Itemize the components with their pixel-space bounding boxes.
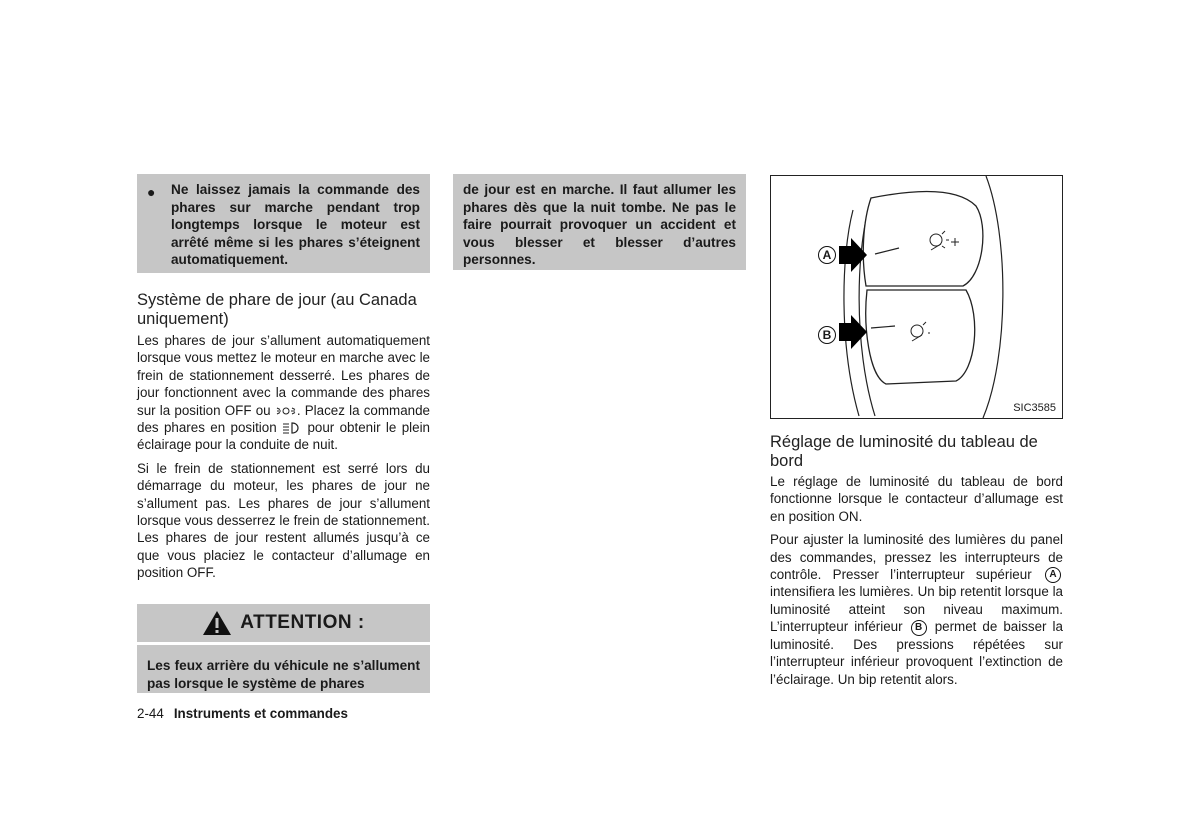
page-footer [137, 706, 348, 721]
attention-title: ATTENTION : [240, 612, 365, 633]
page-number: 2-44 [137, 706, 164, 721]
section-heading-daytime-lights: Système de phare de jour (au Canada uniquement) [137, 291, 417, 328]
attention-header [137, 604, 430, 642]
warning-box-left [137, 174, 430, 273]
brightness-body [770, 473, 1063, 694]
section-heading-brightness: Réglage de luminosité du tableau de bord [770, 433, 1038, 470]
label-b: B [818, 326, 836, 344]
warning-text-continued: de jour est en marche. Il faut allumer les phares dès que la nuit tombe. Ne pas le faire pourrait provoquer un accident et vous blesser et blesser d’autres personnes. [463, 182, 736, 268]
label-a: A [818, 246, 836, 264]
warning-text: Ne laissez jamais la commande des phares sur marche pendant trop longtemps lorsque le moteur est arrêté même si les phares s’éteignent automatiquement. [171, 182, 420, 268]
warning-triangle-icon [202, 610, 232, 636]
switch-figure [770, 175, 1063, 419]
paragraph: Le réglage de luminosité du tableau de bord fonctionne lorsque le contacteur d’allumage est en position ON. [770, 474, 1063, 524]
footer-section: Instruments et commandes [173, 706, 348, 721]
label-a-inline: A [1045, 567, 1061, 583]
dash-switch-illustration [771, 176, 1062, 418]
paragraph: Les phares de jour s’allument automatiquement lorsque vous mettez le moteur en marche avec le frein de stationnement desserré. Les phares de jour fonctionnent avec la commande des phares sur la position OFF ou . Placez la commande des phares en position pour obtenir le plein éclairage pour la conduite de nuit. [137, 333, 430, 453]
parking-light-icon [275, 406, 297, 416]
attention-body [137, 645, 430, 693]
bullet-icon: ● [147, 184, 156, 200]
paragraph: Si le frein de stationnement est serré lors du démarrage du moteur, les phares de jour ne s’allument pas. Les phares de jour s’allument lorsque vous desserrez le frein de stationnement. Les phares de jour restent allumés jusqu’à ce que vous placiez le contacteur d’allumage en position OFF. [137, 460, 430, 581]
headlight-icon [282, 422, 302, 434]
daytime-lights-body [137, 332, 430, 588]
attention-text: Les feux arrière du véhicule ne s’allument pas lorsque le système de phares [147, 658, 420, 691]
figure-code: SIC3585 [1013, 402, 1056, 414]
paragraph: Pour ajuster la luminosité des lumières du panel des commandes, pressez les interrupteurs de contrôle. Presser l’interrupteur supérieur A intensifiera les lumières. Un bip retentit lorsque la luminosité atteint son niveau maximum. L’interrupteur inférieur B permet de baisser la luminosité. Des pressions répétées sur l’interrupteur inférieur provoquent l’extinction de l’éclairage. Un bip retentit alors. [770, 532, 1063, 687]
warning-box-middle [453, 174, 746, 270]
label-b-inline: B [911, 620, 927, 636]
